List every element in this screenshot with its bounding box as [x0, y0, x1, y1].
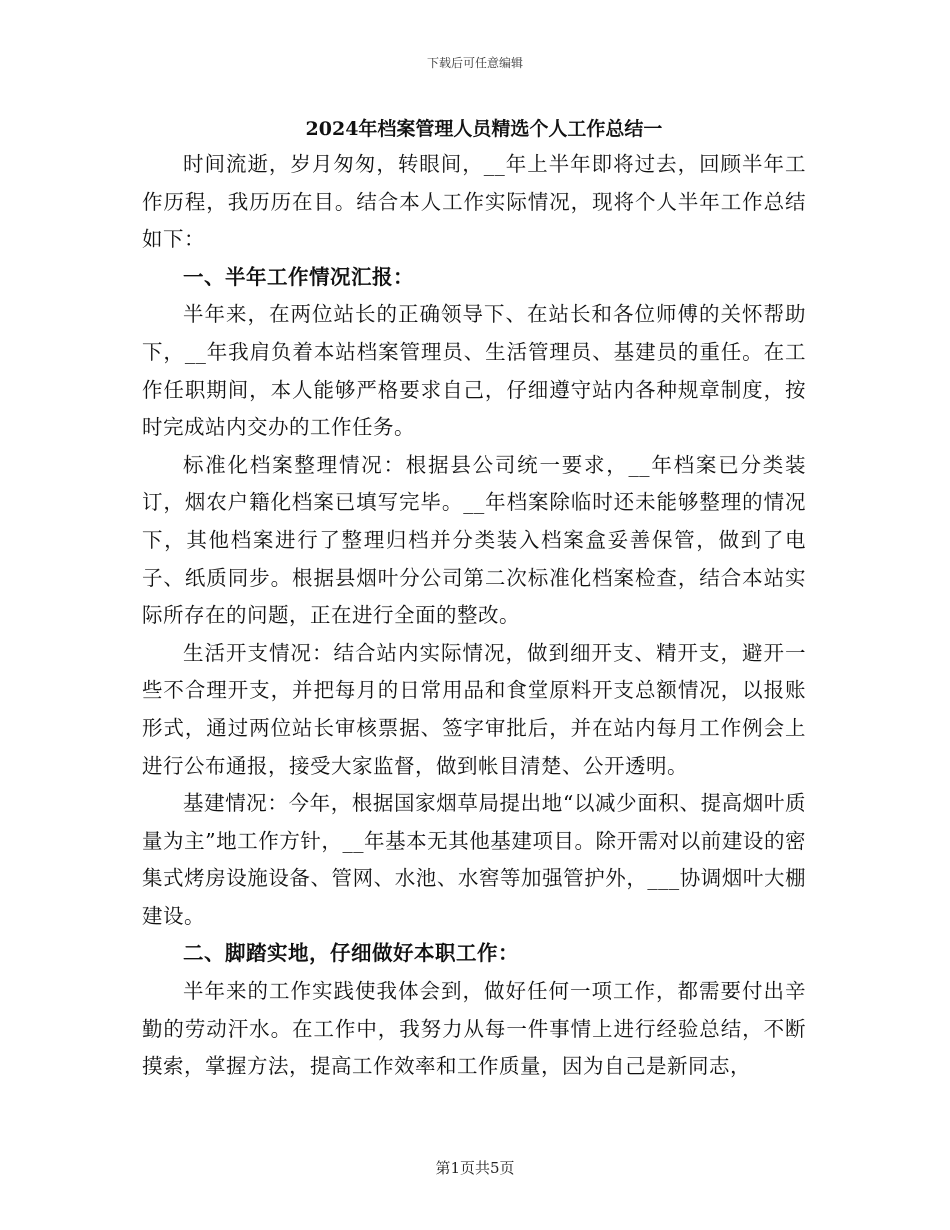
document-title: 2024年档案管理人员精选个人工作总结一 — [305, 118, 663, 140]
section-heading-1: 一、半年工作情况汇报： — [183, 264, 414, 289]
document-body — [142, 112, 806, 1086]
section1-paragraph-4: 基建情况：今年，根据国家烟草局提出地“以减少面积、提高烟叶质量为主”地工作方针，__年基本无其他基建项目。除开需对以前建设的密集式烤房设施设备、管网、水池、水窖等加强管护外，___协调烟叶大棚建设。 — [142, 791, 806, 928]
section2-paragraph-1: 半年来的工作实践使我体会到，做好任何一项工作，都需要付出辛勤的劳动汗水。在工作中，我努力从每一件事情上进行经验总结，不断摸索，掌握方法，提高工作效率和工作质量，因为自己是新同志， — [142, 979, 806, 1079]
section1-paragraph-3: 生活开支情况：结合站内实际情况，做到细开支、精开支，避开一些不合理开支，并把每月的日常用品和食堂原料开支总额情况，以报账形式，通过两位站长审核票据、签字审批后，并在站内每月工作例会上进行公布通报，接受大家监督，做到帐目清楚、公开透明。 — [142, 640, 806, 778]
page-header-note: 下载后可任意编辑 — [426, 56, 523, 70]
section-heading-2: 二、脚踏实地，仔细做好本职工作： — [183, 941, 519, 966]
section1-paragraph-2: 标准化档案整理情况：根据县公司统一要求，__年档案已分类装订，烟农户籍化档案已填写完毕。__年档案除临时还未能够整理的情况下，其他档案进行了整理归档并分类装入档案盒妥善保管，做到了电子、纸质同步。根据县烟叶分公司第二次标准化档案检查，结合本站实际所存在的问题，正在进行全面的整改。 — [142, 452, 806, 628]
intro-paragraph: 时间流逝，岁月匆匆，转眼间，__年上半年即将过去，回顾半年工作历程，我历历在目。结合本人工作实际情况，现将个人半年工作总结如下： — [142, 152, 806, 252]
page-number: 第1页共5页 — [435, 1159, 515, 1177]
section1-paragraph-1: 半年来，在两位站长的正确领导下、在站长和各位师傅的关怀帮助下，__年我肩负着本站档案管理员、生活管理员、基建员的重任。在工作任职期间，本人能够严格要求自己，仔细遵守站内各种规章制度，按时完成站内交办的工作任务。 — [142, 302, 806, 440]
